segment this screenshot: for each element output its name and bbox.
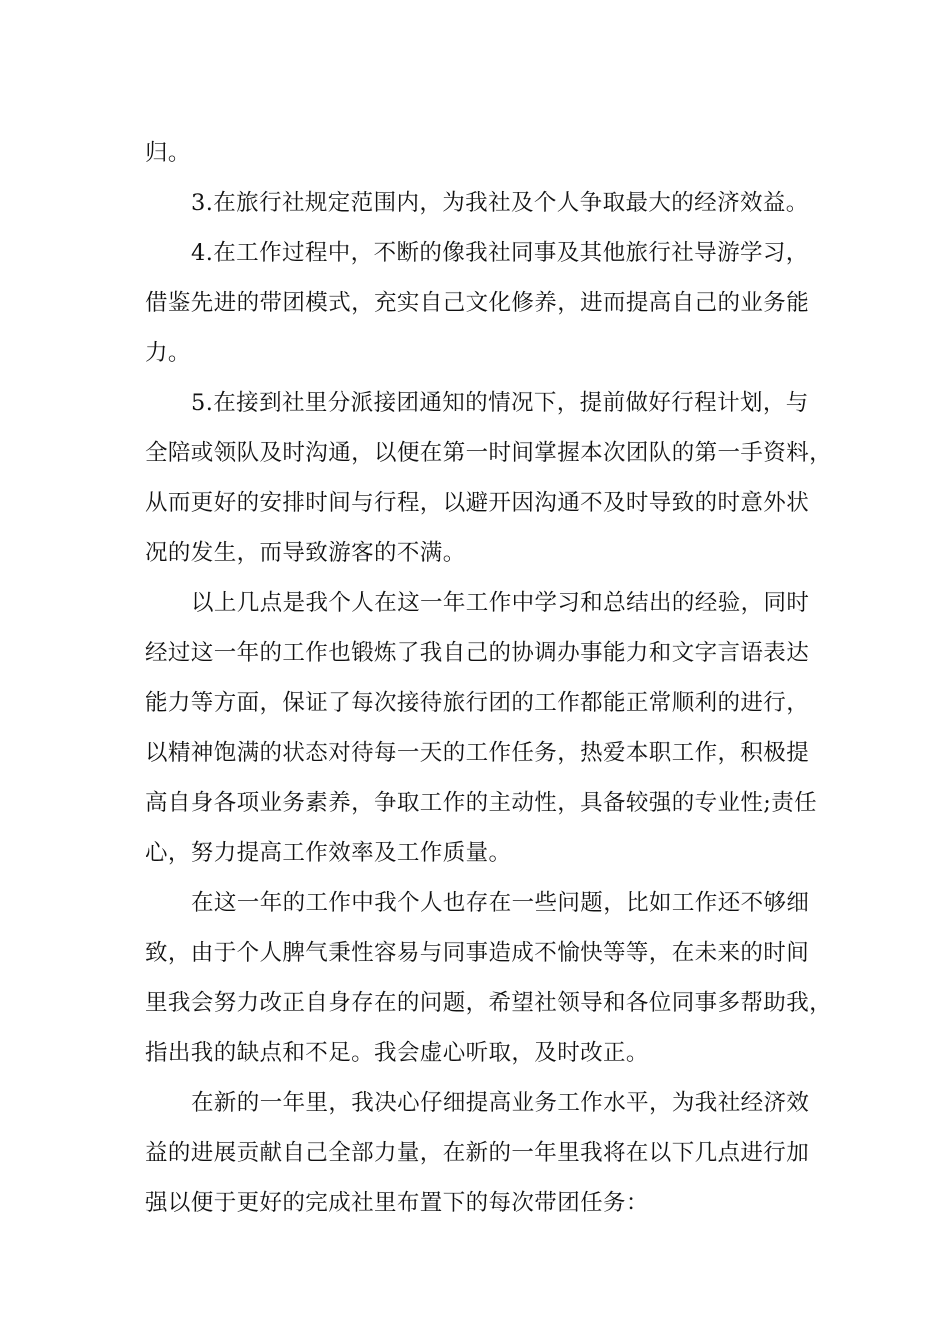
text-line: 致，由于个人脾气秉性容易与同事造成不愉快等等，在未来的时间 [145,940,810,966]
text-line: 能力等方面，保证了每次接待旅行团的工作都能正常顺利的进行， [145,690,810,716]
text-line: 指出我的缺点和不足。我会虚心听取，及时改正。 [145,1040,649,1066]
text-line: 以精神饱满的状态对待每一天的工作任务，热爱本职工作，积极提 [145,740,810,766]
text-line: 5.在接到社里分派接团通知的情况下，提前做好行程计划，与 [191,390,809,416]
text-line: 况的发生，而导致游客的不满。 [145,540,466,566]
text-line: 里我会努力改正自身存在的问题，希望社领导和各位同事多帮助我， [145,990,833,1016]
text-line: 3.在旅行社规定范围内，为我社及个人争取最大的经济效益。 [191,190,809,216]
text-line: 益的进展贡献自己全部力量，在新的一年里我将在以下几点进行加 [145,1140,810,1166]
text-line: 在这一年的工作中我个人也存在一些问题，比如工作还不够细 [191,890,810,916]
text-line: 以上几点是我个人在这一年工作中学习和总结出的经验，同时 [191,590,810,616]
text-line: 4.在工作过程中，不断的像我社同事及其他旅行社导游学习， [191,240,809,266]
text-line: 高自身各项业务素养，争取工作的主动性，具备较强的专业性;责任 [145,790,818,816]
text-line: 归。 [145,140,191,166]
text-line: 心，努力提高工作效率及工作质量。 [145,840,512,866]
text-line: 在新的一年里，我决心仔细提高业务工作水平，为我社经济效 [191,1090,810,1116]
text-line: 经过这一年的工作也锻炼了我自己的协调办事能力和文字言语表达 [145,640,810,666]
text-line: 全陪或领队及时沟通，以便在第一时间掌握本次团队的第一手资料， [145,440,833,466]
text-line: 借鉴先进的带团模式，充实自己文化修养，进而提高自己的业务能 [145,290,810,316]
text-line: 力。 [145,340,191,366]
text-line: 从而更好的安排时间与行程，以避开因沟通不及时导致的时意外状 [145,490,810,516]
text-line: 强以便于更好的完成社里布置下的每次带团任务： [145,1190,649,1216]
